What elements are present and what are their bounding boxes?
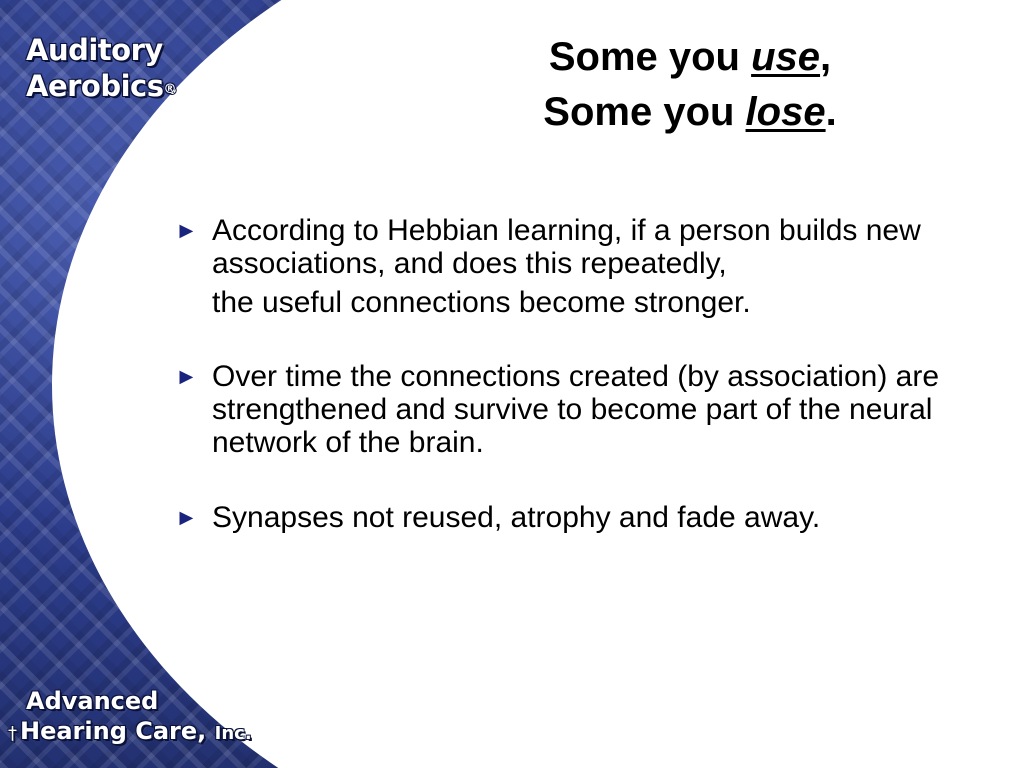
bullet-item	[175, 360, 1005, 459]
auditory-aerobics-logo	[26, 32, 176, 104]
slide-title	[350, 30, 1024, 140]
company-line2: Hearing Care,	[20, 717, 207, 745]
bullet-continuation: the useful connections become stronger.	[212, 286, 751, 319]
advanced-hearing-care-logo	[8, 686, 252, 749]
title-line-2-text: Some you	[543, 90, 746, 134]
dagger-icon: †	[8, 723, 17, 744]
bullet-arrow-icon: ►	[175, 363, 198, 389]
bullet-item	[175, 501, 1005, 534]
bullet-list	[175, 214, 1005, 534]
registered-mark: ®	[163, 82, 176, 97]
title-line-1-punct: ,	[820, 35, 832, 79]
bullet-arrow-icon: ►	[175, 217, 198, 243]
title-emphasis-lose: lose	[745, 90, 826, 134]
bullet-text: Synapses not reused, atrophy and fade away.	[212, 501, 821, 534]
bullet-text: Over time the connections created (by association) are strengthened and survive to become part of the neural network of the brain.	[212, 360, 940, 459]
title-line-2	[350, 85, 1024, 140]
company-line1: Advanced	[26, 687, 159, 715]
title-line-2-punct: .	[825, 90, 837, 134]
bullet-text: According to Hebbian learning, if a person builds new associations, and does this repeatedly,	[212, 214, 921, 280]
title-line-1	[350, 30, 1024, 85]
bullet-item	[175, 214, 1005, 319]
bullet-arrow-icon: ►	[175, 504, 198, 530]
company-suffix: Inc.	[214, 723, 252, 744]
logo-line2: Aerobics	[26, 69, 164, 103]
title-emphasis-use: use	[751, 35, 821, 79]
logo-line1: Auditory	[26, 33, 163, 67]
title-line-1-text: Some you	[548, 35, 752, 79]
